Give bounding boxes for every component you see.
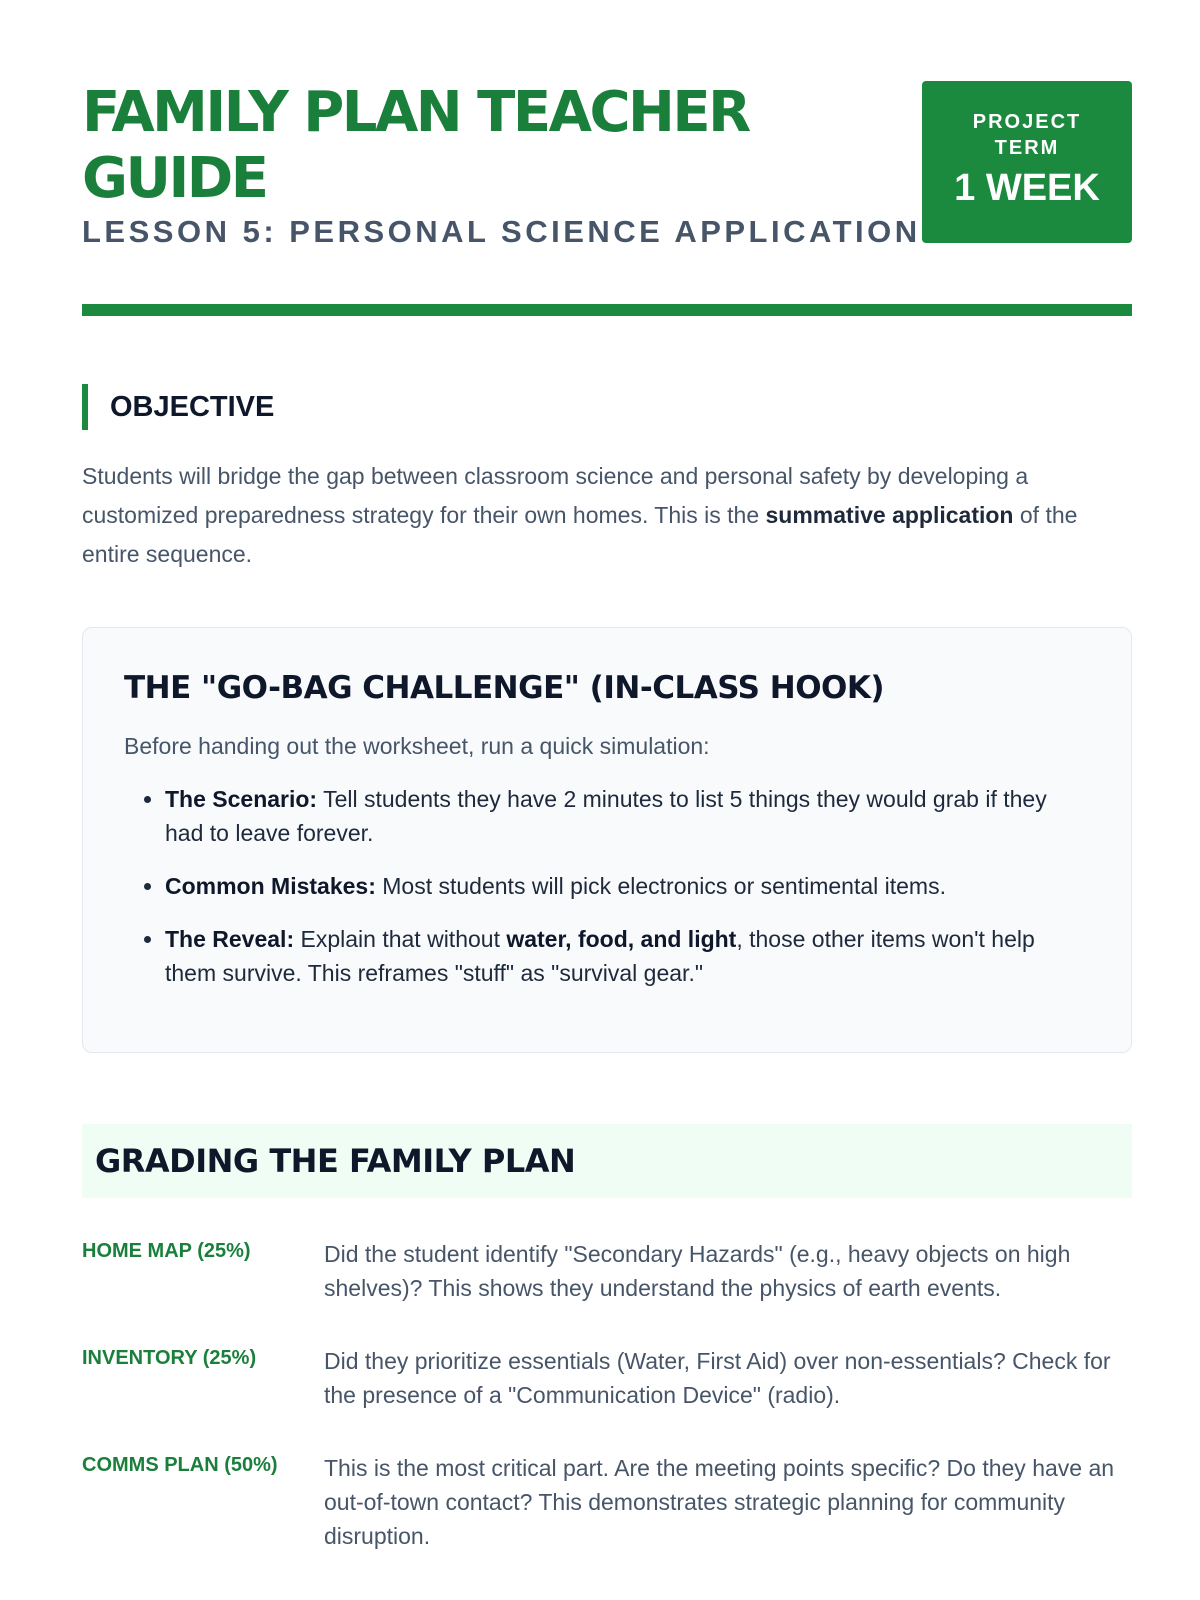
- objective-heading: OBJECTIVE: [82, 384, 274, 430]
- objective-text-start: Students will bridge the gap between classroom science and personal safety by developing a customized preparedness strategy for their own homes. This is the: [82, 463, 1029, 528]
- grading-title: GRADING THE FAMILY PLAN: [95, 1142, 576, 1180]
- item-text: Most students will pick electronics or sentimental items.: [375, 873, 946, 899]
- rubric-label-home-map: HOME MAP (25%): [82, 1240, 251, 1262]
- header-divider: [82, 304, 1132, 316]
- item-label: Common Mistakes:: [165, 873, 376, 899]
- item-label: The Reveal:: [165, 926, 295, 952]
- project-term-badge: [922, 81, 1132, 243]
- rubric-desc-comms-plan: This is the most critical part. Are the meeting points specific? Do they have an out-of-town contact? This demonstrates strategic planning for community disruption.: [324, 1455, 1115, 1549]
- grading-section-band: [82, 1124, 1132, 1198]
- rubric-desc-home-map: Did the student identify "Secondary Hazards" (e.g., heavy objects on high shelves)? This shows they understand the physics of earth events.: [324, 1241, 1071, 1301]
- item-label: The Scenario:: [165, 786, 318, 812]
- item-text-start: Explain that without: [294, 926, 507, 952]
- item-text-end: , those other items won't help them survive. This reframes "stuff" as "survival gear.": [165, 926, 1035, 986]
- objective-text: [82, 457, 1132, 574]
- rubric-label-inventory: INVENTORY (25%): [82, 1347, 257, 1369]
- challenge-intro: Before handing out the worksheet, run a quick simulation:: [124, 733, 710, 759]
- badge-value: 1 WEEK: [954, 167, 1100, 209]
- item-text-emphasis: water, food, and light: [506, 926, 737, 952]
- go-bag-challenge-card: [82, 627, 1132, 1053]
- list-item: [165, 922, 1090, 990]
- challenge-title: THE "GO-BAG CHALLENGE" (IN-CLASS HOOK): [124, 670, 885, 706]
- item-text: Tell students they have 2 minutes to list 5 things they would grab if they had to leave forever.: [165, 786, 1047, 846]
- list-item: [165, 782, 1090, 850]
- badge-label: PROJECT TERM: [972, 111, 1082, 159]
- objective-text-end: of the entire sequence.: [82, 502, 1078, 567]
- rubric-label-comms-plan: COMMS PLAN (50%): [82, 1454, 278, 1476]
- list-item: [165, 869, 1090, 903]
- lesson-subtitle: LESSON 5: PERSONAL SCIENCE APPLICATION: [82, 214, 921, 249]
- page-title: FAMILY PLAN TEACHER GUIDE: [82, 80, 749, 211]
- objective-text-emphasis: summative application: [765, 502, 1014, 528]
- rubric-desc-inventory: Did they prioritize essentials (Water, First Aid) over non-essentials? Check for the presence of a "Communication Device" (radio).: [324, 1348, 1111, 1408]
- challenge-list: [124, 782, 1090, 990]
